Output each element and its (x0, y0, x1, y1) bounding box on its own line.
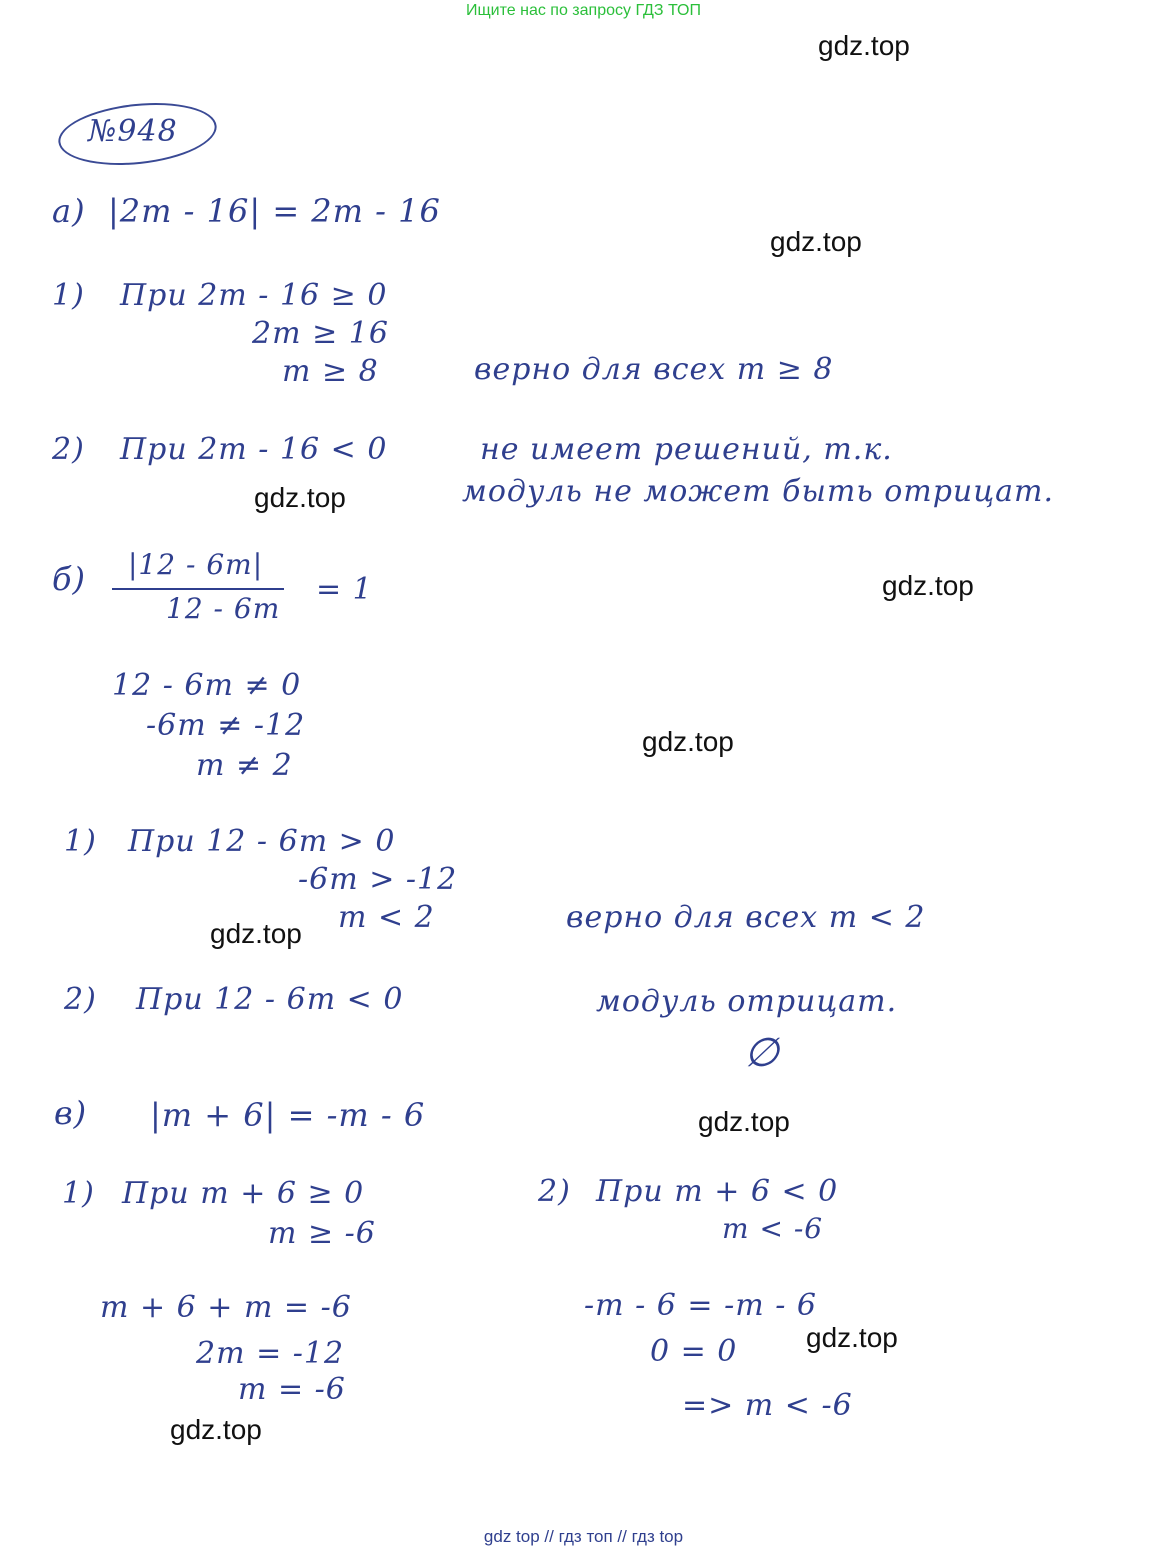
footer-links: gdz top // гдз топ // гдз top (483, 1527, 684, 1546)
part-b-domain-line: m ≠ 2 (196, 748, 293, 783)
part-a-case1-note: верно для всех m ≥ 8 (474, 352, 834, 387)
part-b-denominator: 12 - 6m (166, 592, 281, 625)
fraction-bar (112, 588, 284, 590)
part-v-label: в) (54, 1094, 88, 1132)
watermark: gdz.top (770, 226, 862, 257)
part-a-label: а) (52, 192, 86, 230)
watermark: gdz.top (642, 726, 734, 757)
watermark: gdz.top (170, 1414, 262, 1445)
part-b-case2-line: При 12 - 6m < 0 (136, 982, 404, 1017)
part-v-case1-label: 1) (62, 1176, 95, 1211)
watermark: gdz.top (698, 1106, 790, 1137)
problem-number: №948 (88, 114, 178, 149)
part-a-case2-line: При 2m - 16 < 0 (120, 432, 388, 467)
part-b-case1-line: m < 2 (338, 900, 435, 935)
part-v-case1-solution: m + 6 + m = -6 (100, 1290, 352, 1325)
part-a-case1-line: При 2m - 16 ≥ 0 (120, 278, 388, 313)
part-a-case1-label: 1) (52, 278, 85, 313)
part-b-rhs: = 1 (316, 572, 373, 607)
watermark: gdz.top (818, 30, 910, 61)
part-v-case2-solution: 0 = 0 (650, 1334, 738, 1369)
watermark: gdz.top (254, 482, 346, 513)
watermark: gdz.top (882, 570, 974, 601)
part-b-case2-note: модуль отрицат. (596, 984, 898, 1019)
part-v-case1-solution: m = -6 (238, 1372, 346, 1407)
empty-set: ∅ (744, 1030, 780, 1076)
part-a-case2-note: модуль не может быть отрицат. (462, 474, 1055, 509)
watermark: gdz.top (210, 918, 302, 949)
part-b-domain-line: 12 - 6m ≠ 0 (112, 668, 302, 703)
part-a-case1-line: m ≥ 8 (282, 354, 379, 389)
part-a-case2-note: не имеет решений, т.к. (480, 432, 893, 467)
watermark: gdz.top (806, 1322, 898, 1353)
part-v-case2-solution: => m < -6 (682, 1388, 853, 1423)
part-v-case2-solution: -m - 6 = -m - 6 (584, 1288, 817, 1323)
part-b-domain-line: -6m ≠ -12 (146, 708, 306, 743)
part-a-equation: |2m - 16| = 2m - 16 (108, 192, 441, 230)
part-b-case1-line: При 12 - 6m > 0 (128, 824, 396, 859)
part-v-case1-solution: 2m = -12 (196, 1336, 345, 1371)
part-b-case2-label: 2) (64, 982, 97, 1017)
part-v-equation: |m + 6| = -m - 6 (150, 1096, 426, 1134)
search-banner: Ищите нас по запросу ГДЗ ТОП (466, 2, 701, 19)
part-b-case1-line: -6m > -12 (298, 862, 458, 897)
part-b-numerator: |12 - 6m| (128, 548, 264, 581)
part-v-case2-line: При m + 6 < 0 (596, 1174, 839, 1209)
part-v-case2-label: 2) (538, 1174, 571, 1209)
part-a-case1-line: 2m ≥ 16 (252, 316, 389, 351)
part-v-case1-line: При m + 6 ≥ 0 (122, 1176, 365, 1211)
part-a-case2-label: 2) (52, 432, 85, 467)
part-b-case1-note: верно для всех m < 2 (566, 900, 926, 935)
part-v-case2-line: m < -6 (722, 1212, 824, 1245)
part-b-case1-label: 1) (64, 824, 97, 859)
part-v-case1-line: m ≥ -6 (268, 1216, 376, 1251)
part-b-label: б) (52, 560, 87, 598)
